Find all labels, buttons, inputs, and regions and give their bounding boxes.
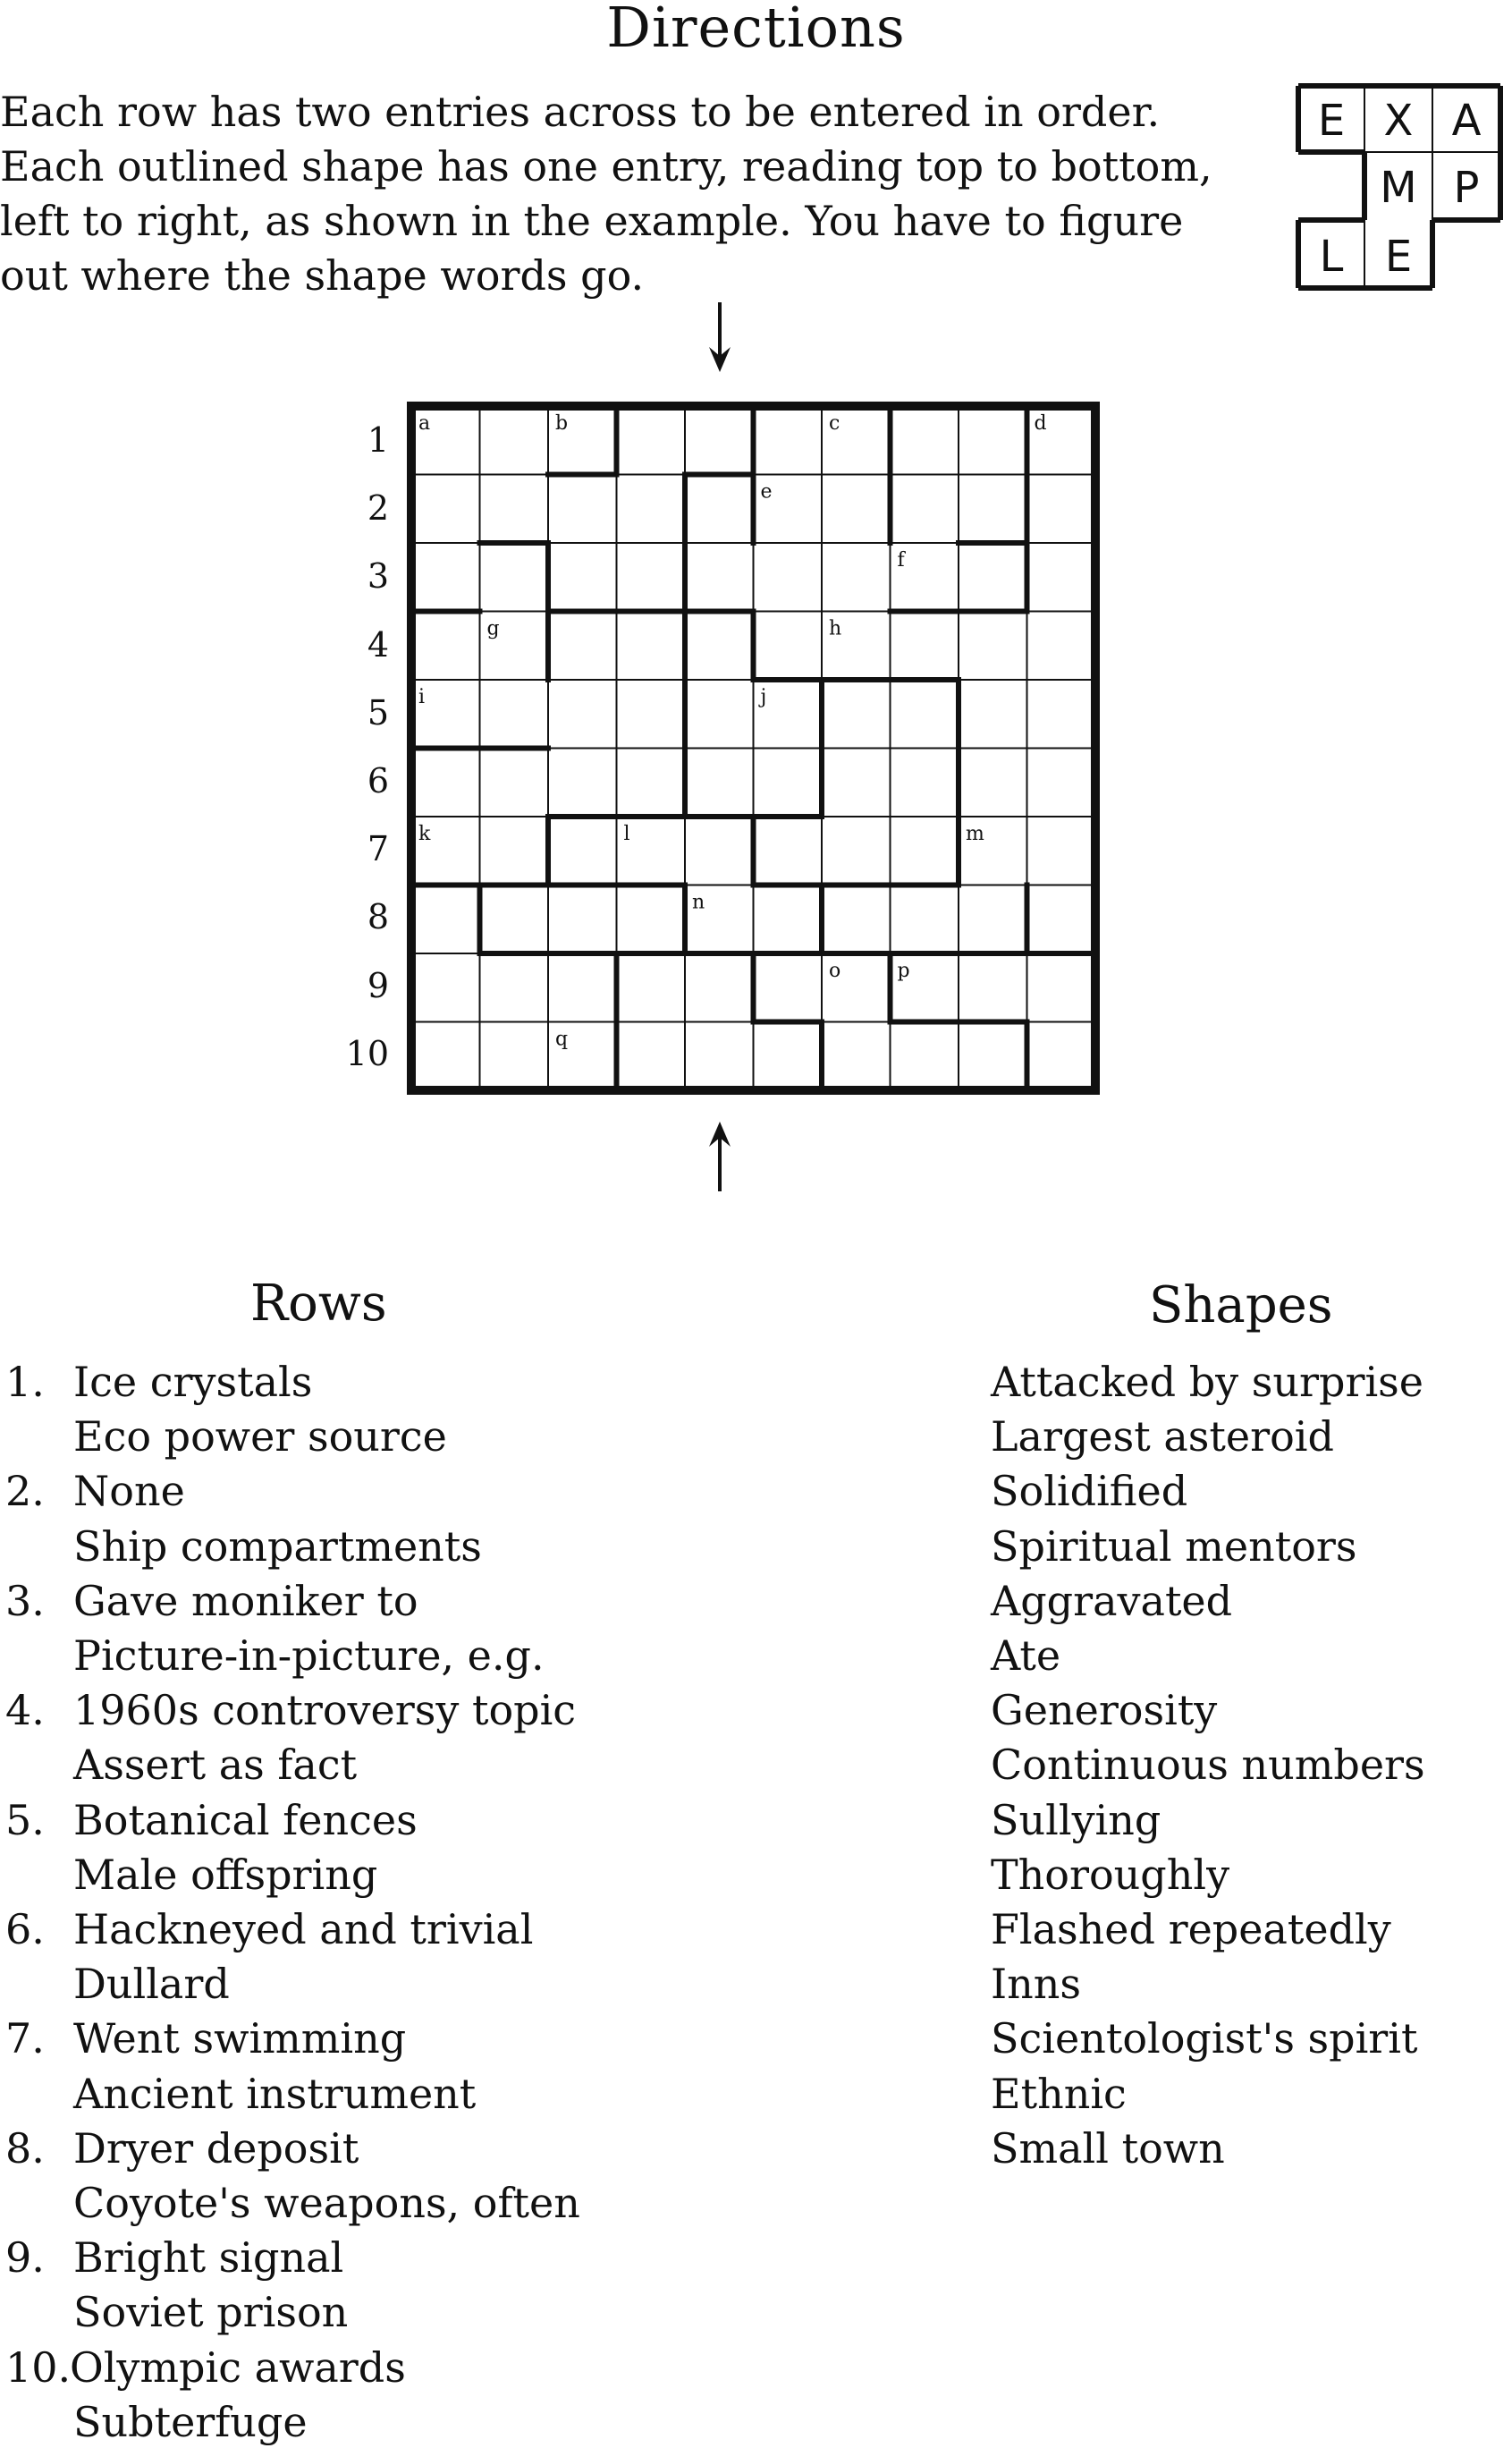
row-clue: Bright signal (73, 2233, 344, 2283)
row-number: 4 (367, 624, 389, 665)
example-letter: X (1383, 96, 1414, 146)
shape-clue: Ate (991, 1631, 1061, 1680)
row-clue-number: 4. (5, 1686, 45, 1735)
example-shape (1295, 82, 1504, 292)
cell-label: i (418, 686, 426, 708)
shapes-heading: Shapes (1149, 1276, 1333, 1334)
cell-label: h (829, 617, 842, 640)
row-clue: Dryer deposit (73, 2123, 359, 2173)
shape-clue: Largest asteroid (991, 1412, 1334, 1461)
example-letter: E (1384, 232, 1413, 282)
row-clue: Ship compartments (73, 1521, 482, 1571)
row-number: 5 (367, 692, 389, 733)
row-clue-number: 7. (5, 2014, 45, 2063)
cell-label: g (486, 617, 500, 640)
shape-clue: Flashed repeatedly (991, 1905, 1391, 1953)
example-letter: P (1453, 163, 1480, 213)
directions-line: out where the shape words go. (0, 251, 645, 300)
row-clue: Assert as fact (73, 1741, 358, 1790)
cell-label: p (897, 960, 910, 982)
arrow-down-icon (706, 302, 733, 374)
row-clue: Ancient instrument (73, 2069, 477, 2118)
row-clue-number: 6. (5, 1905, 45, 1953)
row-number: 10 (345, 1033, 389, 1073)
shape-clue: Sullying (991, 1795, 1161, 1844)
shape-clue: Small town (991, 2123, 1225, 2173)
row-clue-number: 10. (5, 2342, 72, 2392)
row-clue: Coyote's weapons, often (73, 2179, 580, 2227)
shape-clue: Ethnic (991, 2069, 1127, 2118)
cell-label: c (829, 412, 840, 435)
example-letter: L (1319, 232, 1344, 282)
row-clue-number: 3. (5, 1576, 45, 1625)
row-clue-number: 5. (5, 1795, 45, 1844)
shape-clue: Thoroughly (991, 1850, 1230, 1899)
row-clue: Eco power source (73, 1412, 447, 1461)
directions-text (0, 85, 1252, 303)
cell-label: m (966, 823, 984, 845)
shape-clue: Continuous numbers (991, 1741, 1425, 1790)
shape-clue: Attacked by surprise (991, 1358, 1423, 1406)
row-number: 2 (367, 488, 389, 529)
example-letter: M (1380, 163, 1417, 213)
row-clue: Male offspring (73, 1850, 378, 1899)
row-number: 1 (367, 420, 389, 460)
row-clue: Ice crystals (73, 1358, 313, 1406)
shape-clue: Inns (991, 1960, 1082, 2009)
row-number: 7 (367, 829, 389, 869)
shape-clue: Solidified (991, 1467, 1188, 1516)
row-number: 3 (367, 556, 389, 597)
crossword-grid-svg (407, 402, 1101, 1096)
cell-label: e (760, 480, 773, 504)
shape-clue: Generosity (991, 1686, 1218, 1735)
directions-line: Each outlined shape has one entry, reading top to bottom, (0, 142, 1212, 191)
row-clue-number: 9. (5, 2233, 45, 2283)
crossword-grid (407, 402, 1101, 1096)
shape-clue: Spiritual mentors (991, 1521, 1357, 1571)
directions-line: Each row has two entries across to be entered in order. (0, 88, 1161, 136)
row-clue: Went swimming (73, 2014, 407, 2063)
directions-line: left to right, as shown in the example. You have to figure (0, 197, 1184, 245)
shape-clue: Aggravated (991, 1576, 1233, 1625)
row-clue: 1960s controversy topic (73, 1686, 577, 1735)
row-clue-number: 8. (5, 2123, 45, 2173)
row-clue: Hackneyed and trivial (73, 1905, 534, 1953)
cell-label: l (623, 823, 630, 845)
row-clue: Subterfuge (73, 2397, 308, 2446)
row-clue: Gave moniker to (73, 1576, 418, 1625)
row-clue: Olympic awards (70, 2342, 406, 2392)
row-clue: Botanical fences (73, 1795, 418, 1844)
rows-heading: Rows (250, 1275, 387, 1333)
row-clue: Soviet prison (73, 2288, 349, 2337)
cell-label: d (1034, 412, 1047, 435)
shape-clue: Scientologist's spirit (991, 2014, 1418, 2063)
cell-label: a (418, 412, 431, 435)
row-clue: Dullard (73, 1960, 230, 2009)
cell-label: o (829, 960, 841, 982)
cell-label: b (555, 412, 569, 435)
example-letter: A (1451, 96, 1482, 146)
example-letter: E (1317, 96, 1346, 146)
row-clue-number: 1. (5, 1358, 45, 1406)
page-title: Directions (606, 0, 906, 60)
cell-label: k (418, 823, 431, 845)
row-clue: None (73, 1467, 185, 1516)
cell-label: q (555, 1028, 569, 1051)
row-number: 9 (367, 965, 389, 1005)
row-clue-number: 2. (5, 1467, 45, 1516)
example-shape-svg (1295, 82, 1504, 292)
arrow-up-icon (706, 1120, 733, 1191)
row-number: 6 (367, 761, 389, 800)
cell-label: n (692, 891, 705, 914)
row-clue: Picture-in-picture, e.g. (73, 1631, 545, 1680)
cell-label: j (760, 686, 767, 708)
row-number: 8 (367, 897, 389, 937)
cell-label: f (897, 549, 905, 572)
